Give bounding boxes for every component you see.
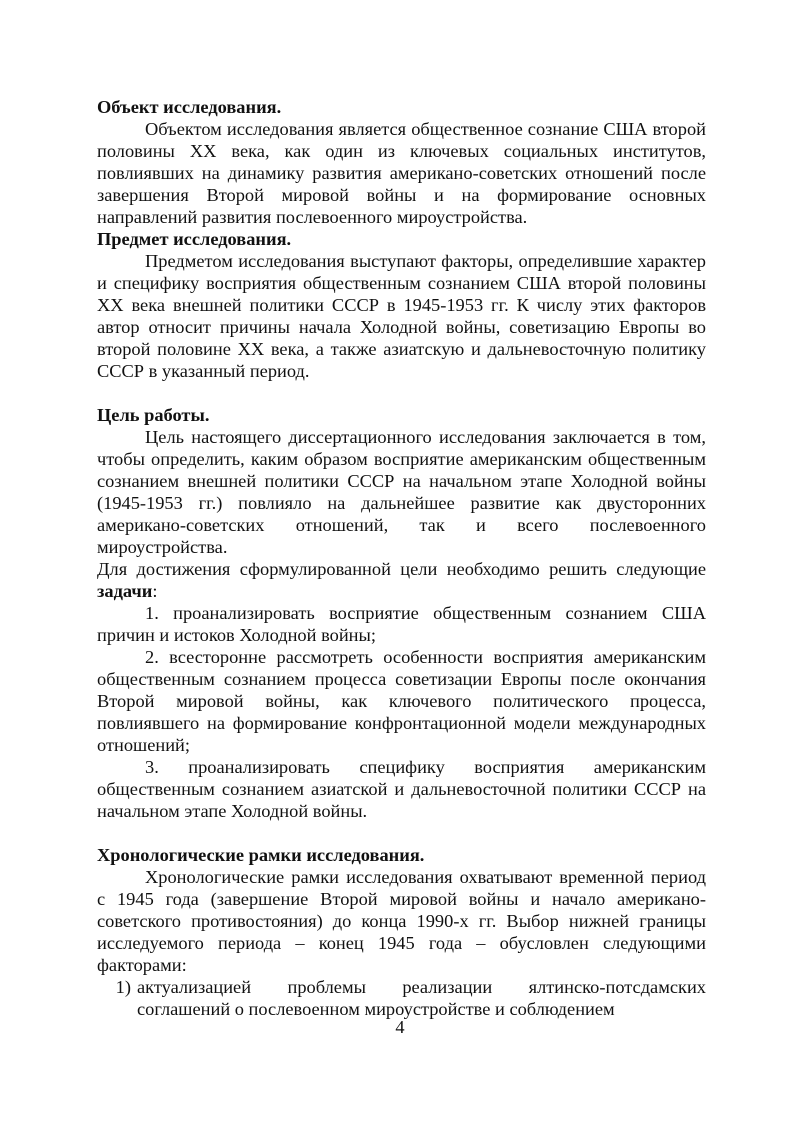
tasks-word: задачи [97, 581, 153, 601]
paragraph-object: Объектом исследования является общественное сознание США второй половины ХХ века, как один из ключевых социальных институтов, повлиявших на динамику развития американо-советских отношений после завершения Второй мировой войны и на формирование основных направлений развития послевоенного мироустройства. [97, 119, 706, 227]
task-item-1: 1. проанализировать восприятие общественным сознанием США причин и истоков Холодной войны; [97, 603, 706, 645]
factor-text: актуализацией проблемы реализации ялтинско-потсдамских соглашений о послевоенном мироустройстве и соблюдением [137, 977, 706, 1019]
tasks-intro-text: Для достижения сформулированной цели необходимо решить следующие [97, 559, 706, 579]
section-heading-goal: Цель работы. [97, 405, 210, 425]
paragraph-goal: Цель настоящего диссертационного исследования заключается в том, чтобы определить, каким образом восприятие американским общественным сознанием внешней политики СССР на начальном этапе Холодной войны (1945-1953 гг.) повлияло на дальнейшее развитие как двусторонних американо-советских отношений, так и всего послевоенного мироустройства. [97, 427, 706, 557]
section-heading-subject: Предмет исследования. [97, 229, 292, 249]
spacer [97, 822, 706, 844]
spacer [97, 382, 706, 404]
tasks-colon: : [152, 581, 158, 601]
factor-item-1 [97, 976, 706, 1020]
tasks-intro [97, 558, 706, 602]
task-item-2: 2. всесторонне рассмотреть особенности восприятия американским общественным сознанием процесса советизации Европы после окончания Второй мировой войны, как ключевого политического процесса, повлиявшего на формирование конфронтационной модели международных отношений; [97, 647, 706, 755]
task-item-3: 3. проанализировать специфику восприятия американским общественным сознанием азиатской и дальневосточной политики СССР на начальном этапе Холодной войны. [97, 757, 706, 821]
page-number: 4 [395, 1017, 405, 1037]
section-heading-object: Объект исследования. [97, 97, 282, 117]
paragraph-chronology: Хронологические рамки исследования охватывают временной период с 1945 года (завершение Второй мировой войны и начало американо-советского противостояния) до конца 1990-х гг. Выбор нижней границы исследуемого периода – конец 1945 года – обусловлен следующими факторами: [97, 867, 706, 975]
factor-number: 1) [115, 977, 131, 997]
paragraph-subject: Предметом исследования выступают факторы, определившие характер и специфику восприятия общественным сознанием США второй половины ХХ века внешней политики СССР в 1945-1953 гг. К числу этих факторов автор относит причины начала Холодной войны, советизацию Европы во второй половине ХХ века, а также азиатскую и дальневосточную политику СССР в указанный период. [97, 251, 706, 381]
section-heading-chronology: Хронологические рамки исследования. [97, 845, 425, 865]
document-page [97, 96, 706, 1020]
